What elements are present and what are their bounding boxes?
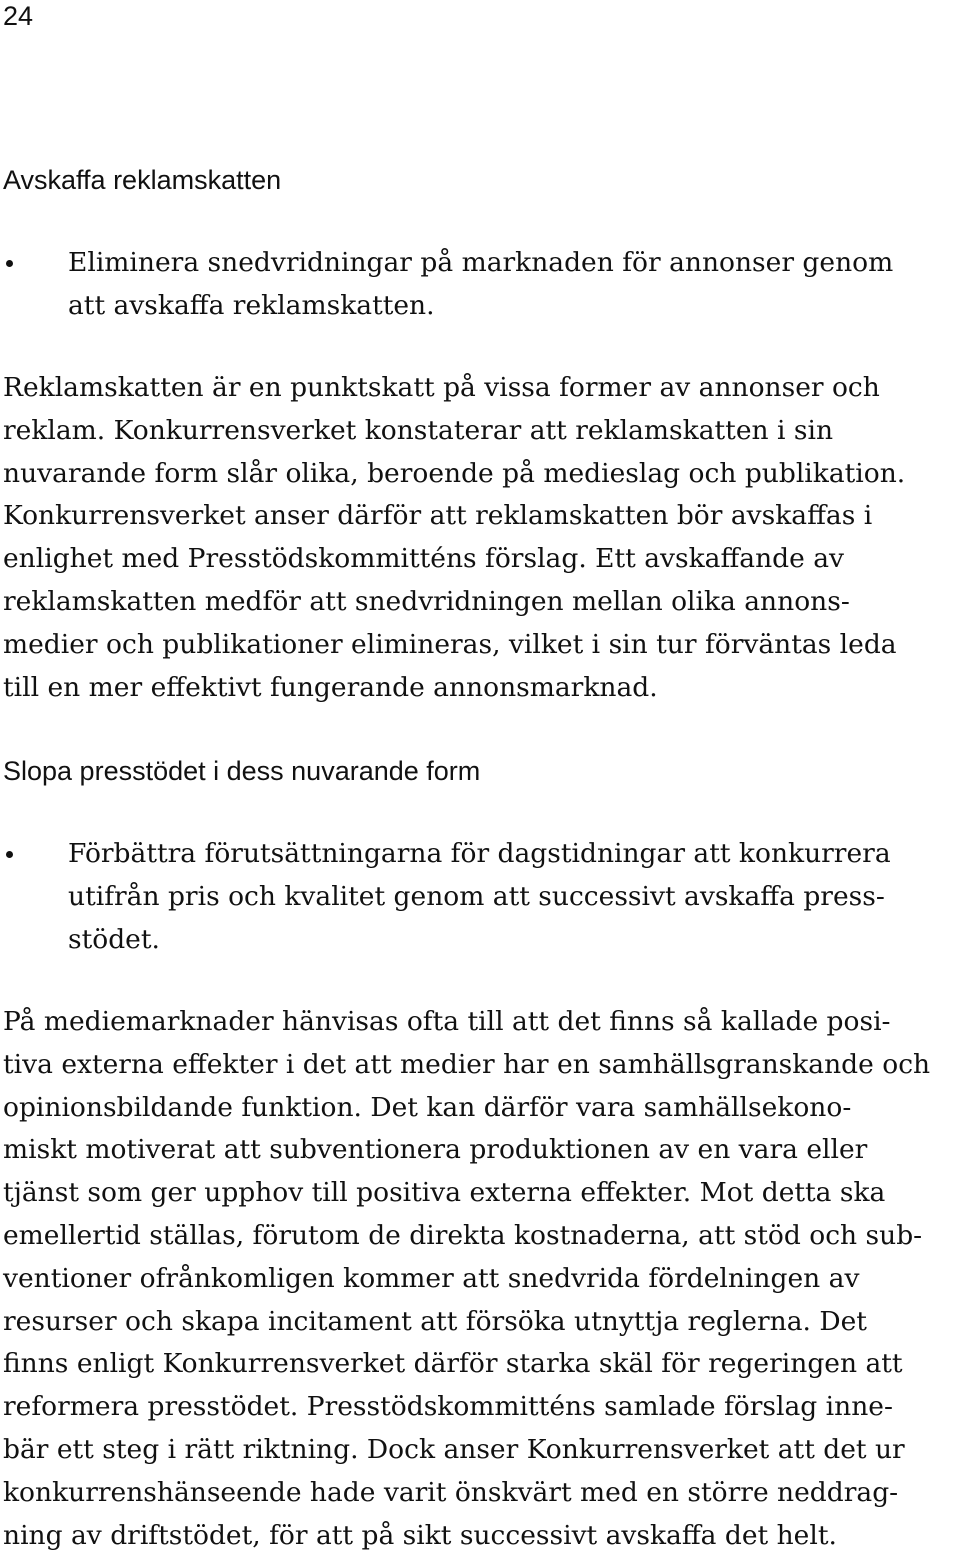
paragraph-line: medier och publikationer elimineras, vilket i sin tur förväntas leda (3, 628, 897, 660)
paragraph-line: reklam. Konkurrensverket konstaterar att reklamskatten i sin (3, 414, 834, 446)
paragraph-line: konkurrenshänseende hade varit önskvärt med en större neddrag- (3, 1476, 899, 1508)
paragraph-reklamskatten (3, 367, 958, 709)
bullet-line: att avskaffa reklamskatten. (68, 289, 435, 321)
bullet-text (68, 833, 953, 961)
bullet-line: utifrån pris och kvalitet genom att successivt avskaffa press- (68, 880, 885, 912)
bullet-line: stödet. (68, 923, 160, 955)
paragraph-line: På mediemarknader hänvisas ofta till att det finns så kallade posi- (3, 1006, 891, 1037)
paragraph-line: till en mer effektivt fungerande annonsmarknad. (3, 671, 658, 703)
paragraph-line: emellertid ställas, förutom de direkta kostnaderna, att stöd och sub- (3, 1219, 923, 1251)
paragraph-line: tjänst som ger upphov till positiva externa effekter. Mot detta ska (3, 1177, 886, 1209)
bullet-line: Förbättra förutsättningarna för dagstidningar att konkurrera (68, 838, 891, 869)
paragraph-line: tiva externa effekter i det att medier har en samhällsgranskande och (3, 1048, 931, 1080)
paragraph-line: finns enligt Konkurrensverket därför starka skäl för regeringen att (3, 1348, 903, 1380)
paragraph-line: reklamskatten medför att snedvridningen mellan olika annons- (3, 585, 850, 617)
paragraph-line: ning av driftstödet, för att på sikt successivt avskaffa det helt. (3, 1519, 837, 1551)
bullet-line: Eliminera snedvridningar på marknaden för annonser genom (68, 247, 894, 278)
paragraph-line: resurser och skapa incitament att försöka utnyttja reglerna. Det (3, 1305, 867, 1337)
paragraph-line: nuvarande form slår olika, beroende på medieslag och publikation. (3, 457, 906, 489)
section-heading-presstodet: Slopa presstödet i dess nuvarande form (3, 756, 481, 786)
paragraph-line: ventioner ofrånkomligen kommer att snedvrida fördelningen av (3, 1262, 860, 1294)
paragraph-line: opinionsbildande funktion. Det kan därför vara samhällsekono- (3, 1091, 852, 1123)
paragraph-presstodet (3, 1001, 958, 1557)
paragraph-line: reformera presstödet. Presstödskommitténs samlade förslag inne- (3, 1391, 893, 1423)
paragraph-line: miskt motiverat att subventionera produktionen av en vara eller (3, 1134, 868, 1166)
bullet-icon (6, 260, 13, 267)
paragraph-line: Konkurrensverket anser därför att reklamskatten bör avskaffas i (3, 500, 873, 532)
paragraph-line: Reklamskatten är en punktskatt på vissa former av annonser och (3, 372, 880, 403)
bullet-text (68, 242, 953, 328)
paragraph-line: enlighet med Presstödskommitténs förslag. Ett avskaffande av (3, 543, 844, 575)
section-heading-reklamskatten: Avskaffa reklamskatten (3, 165, 282, 195)
paragraph-line: bär ett steg i rätt riktning. Dock anser Konkurrensverket att det ur (3, 1433, 905, 1465)
page-number: 24 (3, 1, 34, 31)
bullet-icon (6, 851, 13, 858)
